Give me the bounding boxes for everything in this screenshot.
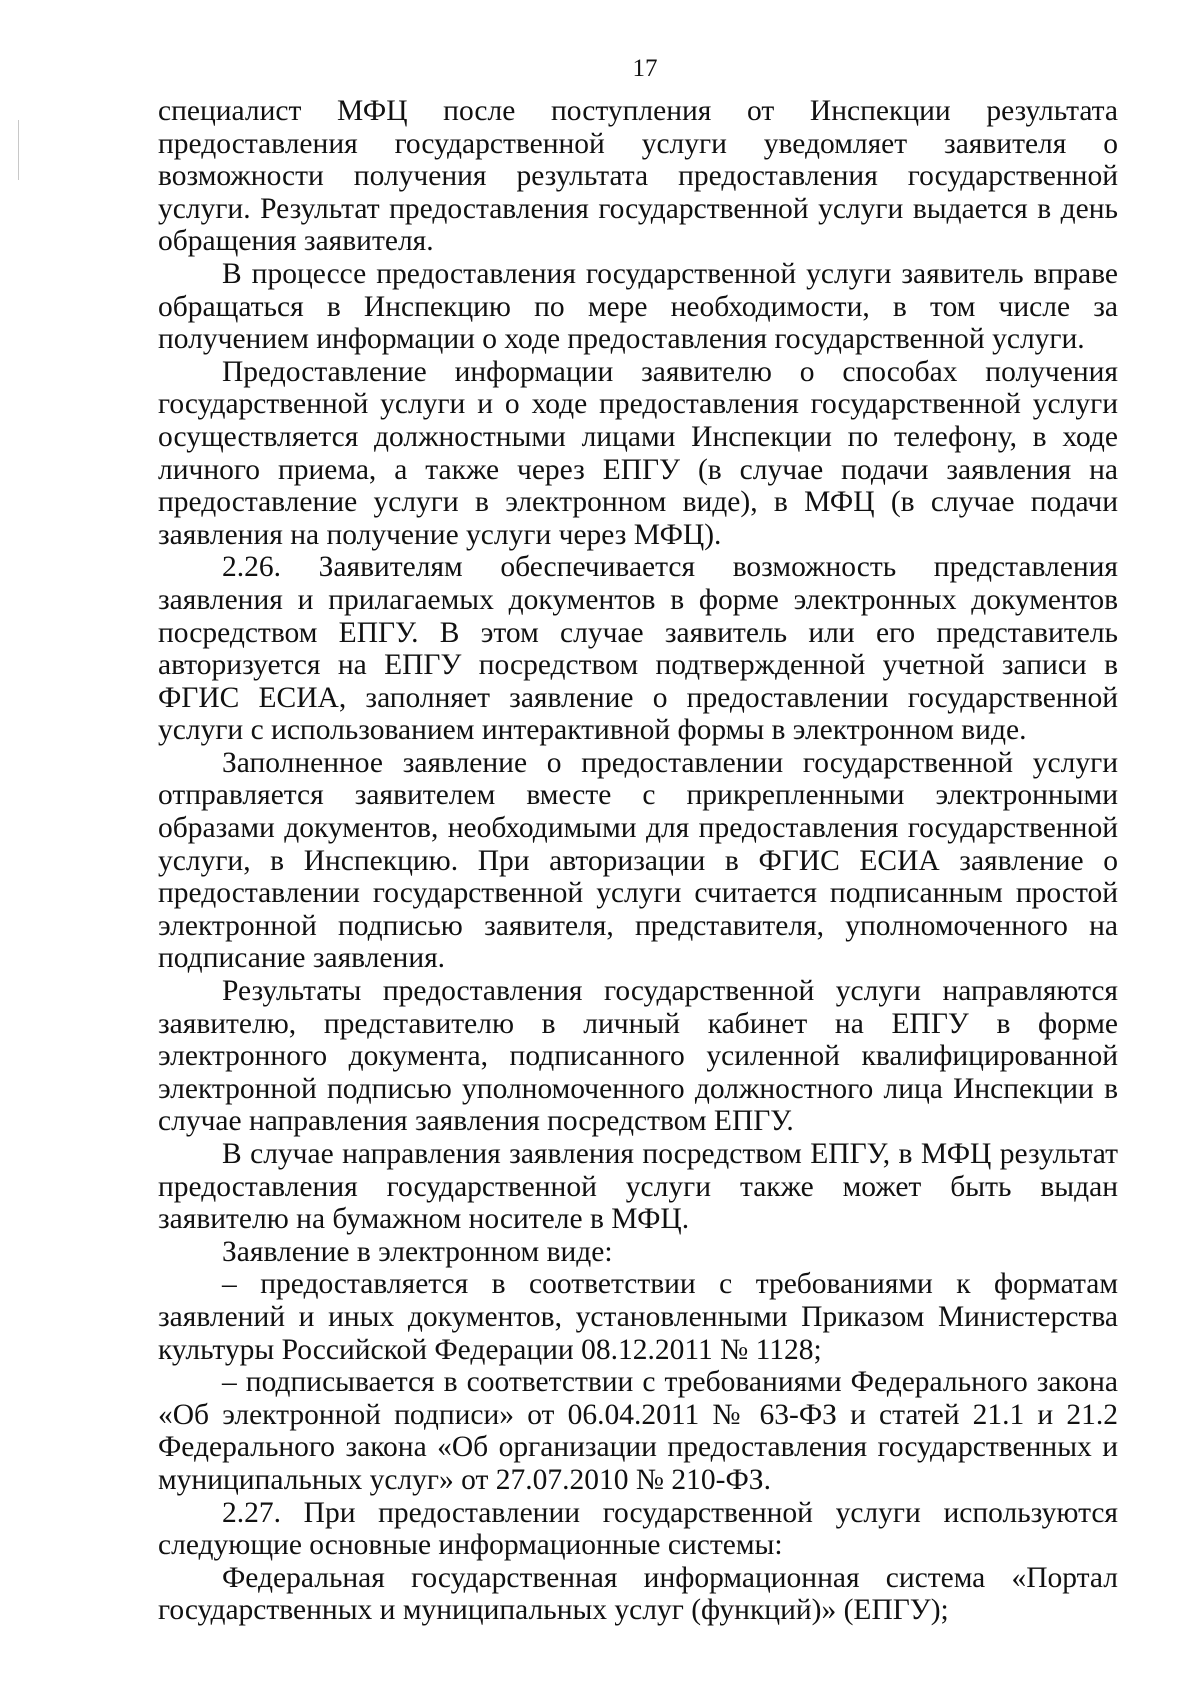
document-body (158, 95, 1118, 1627)
paragraph: Федеральная государственная информационная система «Портал государственных и муниципальных услуг (функций)» (ЕПГУ); (158, 1561, 1118, 1627)
paragraph: Результаты предоставления государственной услуги направляются заявителю, представителю в личный кабинет на ЕПГУ в форме электронного документа, подписанного усиленной квалифицированной электронной подписью уполномоченного должностного лица Инспекции в случае направления заявления посредством ЕПГУ. (158, 975, 1118, 1138)
list-item: – подписывается в соответствии с требованиями Федерального закона «Об электронной подписи» от 06.04.2011 № 63-ФЗ и статей 21.1 и 21.2 Федерального закона «Об организации предоставления государственных и муниципальных услуг» от 27.07.2010 № 210-ФЗ. (158, 1366, 1118, 1496)
paragraph: В случае направления заявления посредством ЕПГУ, в МФЦ результат предоставления государственной услуги также может быть выдан заявителю на бумажном носителе в МФЦ. (158, 1138, 1118, 1236)
paragraph: Заявление в электронном виде: (222, 1235, 613, 1268)
paragraph-2-27: 2.27. При предоставлении государственной услуги используются следующие основные информационные системы: (158, 1496, 1118, 1562)
paragraph: Заполненное заявление о предоставлении государственной услуги отправляется заявителем вместе с прикрепленными электронными образами документов, необходимыми для предоставления государственной услуги, в Инспекцию. При авторизации в ФГИС ЕСИА заявление о предоставлении государственной услуги считается подписанным простой электронной подписью заявителя, представителя, уполномоченного на подписание заявления. (158, 746, 1118, 975)
list-item: – предоставляется в соответствии с требованиями к форматам заявлений и иных документов, установленными Приказом Министерства культуры Российской Федерации 08.12.2011 № 1128; (158, 1268, 1118, 1366)
paragraph: В процессе предоставления государственной услуги заявитель вправе обращаться в Инспекцию по мере необходимости, в том числе за получением информации о ходе предоставления государственной услуги. (158, 257, 1118, 356)
paragraph-2-26: 2.26. Заявителям обеспечивается возможность представления заявления и прилагаемых документов в форме электронных документов посредством ЕПГУ. В этом случае заявитель или его представитель авторизуется на ЕПГУ посредством подтвержденной учетной записи в ФГИС ЕСИА, заполняет заявление о предоставлении государственной услуги с использованием интерактивной формы в электронном виде. (158, 551, 1118, 747)
page-number: 17 (632, 55, 658, 82)
paragraph: Предоставление информации заявителю о способах получения государственной услуги и о ходе предоставления государственной услуги осуществляется должностными лицами Инспекции по телефону, в ходе личного приема, а также через ЕПГУ (в случае подачи заявления на предоставление услуги в электронном виде), в МФЦ (в случае подачи заявления на получение услуги через МФЦ). (158, 355, 1118, 551)
paragraph: специалист МФЦ после поступления от Инспекции результата предоставления государственной услуги уведомляет заявителя о возможности получения результата предоставления государственной услуги. Результат предоставления государственной услуги выдается в день обращения заявителя. (158, 95, 1118, 258)
margin-scan-mark (18, 120, 19, 180)
